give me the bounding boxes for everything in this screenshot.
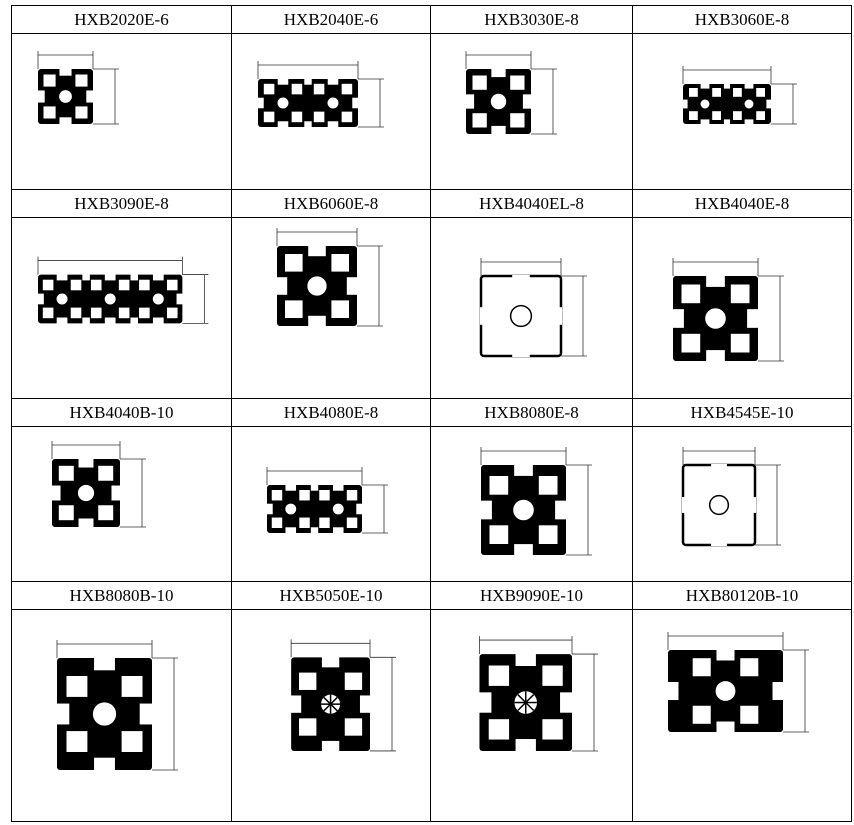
tslot	[516, 653, 536, 666]
hollow-chamber	[98, 505, 113, 520]
profile-drawing	[232, 610, 430, 821]
tslot	[347, 277, 358, 295]
tslot	[308, 316, 326, 327]
tslot	[745, 83, 754, 89]
tslot	[177, 294, 184, 305]
hollow-chamber	[292, 84, 303, 95]
profile-name: HXB8080B-10	[69, 585, 174, 605]
profile-section	[478, 653, 573, 752]
tslot	[724, 83, 730, 89]
tslot	[130, 274, 138, 281]
profile-name: HXB80120B-10	[685, 585, 799, 605]
hollow-chamber	[689, 88, 698, 97]
tslot	[304, 78, 311, 85]
profile-section	[51, 458, 121, 528]
profile-name: HXB9090E-10	[480, 585, 583, 605]
center-bore	[92, 702, 117, 727]
tslot	[711, 464, 727, 474]
profile-section	[266, 484, 363, 534]
hollow-chamber	[285, 254, 303, 272]
hollow-chamber	[539, 476, 558, 495]
section-drawing	[12, 34, 231, 189]
hollow-chamber	[285, 300, 303, 318]
profile-section	[682, 83, 772, 125]
tslot	[682, 100, 688, 109]
tslot	[746, 497, 756, 513]
tslot	[37, 90, 45, 102]
tslot	[560, 692, 573, 712]
hollow-chamber	[71, 280, 82, 291]
profile-section	[682, 464, 756, 546]
profile-name: HXB4040B-10	[69, 402, 174, 422]
section-drawing	[431, 610, 632, 821]
profile-name: HXB3090E-8	[74, 193, 169, 213]
tslot	[514, 464, 533, 476]
hollow-chamber	[44, 106, 56, 118]
section-drawing	[12, 610, 231, 821]
hollow-chamber	[682, 334, 701, 353]
hollow-chamber	[756, 88, 765, 97]
tslot	[285, 484, 296, 491]
profile-name: HXB8080E-8	[484, 402, 579, 422]
hollow-chamber	[75, 75, 87, 87]
tslot	[94, 657, 115, 670]
tslot	[360, 695, 371, 712]
center-bore	[715, 680, 736, 701]
center-bore	[56, 293, 69, 306]
tslot	[105, 318, 116, 325]
tslot	[79, 518, 94, 528]
tslot	[333, 484, 344, 491]
center-bore	[700, 99, 710, 109]
tslot	[153, 318, 164, 325]
section-drawing	[431, 34, 632, 189]
center-bore	[285, 503, 297, 515]
tslot	[257, 98, 264, 109]
hollow-chamber	[342, 112, 353, 123]
tslot	[724, 119, 730, 125]
hollow-chamber	[510, 76, 524, 90]
section-drawing	[232, 34, 430, 189]
hollow-chamber	[59, 466, 74, 481]
hollow-chamber	[91, 280, 102, 291]
tslot	[491, 68, 505, 77]
tslot	[322, 656, 339, 667]
profile-name: HXB4080E-8	[283, 402, 379, 422]
section-drawing	[431, 427, 632, 581]
profile-drawing	[633, 427, 851, 581]
hollow-chamber	[272, 518, 282, 528]
hollow-chamber	[347, 490, 357, 500]
tslot	[37, 294, 44, 305]
tslot	[352, 98, 359, 109]
tslot	[82, 274, 90, 281]
hollow-chamber	[299, 490, 309, 500]
profile-section	[56, 657, 153, 771]
hollow-chamber	[331, 300, 349, 318]
hollow-chamber	[167, 308, 178, 319]
hollow-chamber	[67, 676, 88, 697]
tslot	[512, 346, 530, 357]
tslot	[56, 704, 69, 725]
tslot	[672, 309, 684, 328]
hollow-chamber	[314, 84, 325, 95]
hollow-chamber	[43, 280, 54, 291]
center-bore	[704, 307, 726, 329]
profile-drawing	[12, 218, 231, 398]
profile-drawing	[633, 218, 851, 398]
profile-section	[257, 78, 359, 128]
tslot	[79, 458, 94, 468]
center-bore	[512, 499, 534, 521]
section-drawing	[633, 610, 851, 821]
hollow-chamber	[139, 280, 150, 291]
tslot	[105, 274, 116, 281]
hollow-chamber	[299, 718, 316, 735]
hollow-chamber	[731, 334, 750, 353]
profile-name: HXB2040E-6	[283, 9, 379, 29]
hollow-chamber	[489, 666, 509, 686]
tslot	[285, 527, 296, 534]
section-drawing	[232, 610, 430, 821]
hollow-chamber	[139, 308, 150, 319]
section-drawing	[633, 218, 851, 398]
profile-section	[667, 649, 784, 733]
hollow-chamber	[689, 111, 698, 120]
hollow-chamber	[299, 518, 309, 528]
profile-name: HXB3030E-8	[484, 9, 579, 29]
section-drawing	[431, 218, 632, 398]
profile-section	[465, 68, 532, 135]
tslot	[94, 758, 115, 771]
grid-line	[851, 5, 852, 822]
tslot	[266, 504, 273, 515]
hollow-chamber	[331, 254, 349, 272]
hollow-chamber	[292, 112, 303, 123]
center-bore	[710, 496, 729, 515]
profile-section	[480, 464, 567, 556]
profile-section	[37, 68, 94, 125]
section-drawing	[633, 34, 851, 189]
grid-line	[11, 821, 852, 822]
hollow-chamber	[740, 658, 758, 676]
hollow-chamber	[740, 706, 758, 724]
tslot	[745, 119, 754, 125]
hollow-chamber	[314, 112, 325, 123]
hollow-chamber	[122, 676, 143, 697]
profile-section	[672, 275, 759, 362]
hollow-chamber	[299, 673, 316, 690]
hollow-chamber	[542, 719, 562, 739]
profile-name: HXB4040E-8	[694, 193, 790, 213]
tslot	[51, 486, 61, 501]
profile-drawing	[431, 218, 632, 398]
tslot	[276, 277, 287, 295]
center-bore	[152, 293, 165, 306]
profile-section	[480, 275, 562, 357]
profile-drawing	[431, 427, 632, 581]
hollow-chamber	[473, 113, 487, 127]
profile-name: HXB6060E-8	[283, 193, 379, 213]
tslot	[322, 741, 339, 752]
center-bore	[511, 306, 532, 327]
hollow-chamber	[43, 308, 54, 319]
hollow-chamber	[75, 106, 87, 118]
profile-drawing	[12, 427, 231, 581]
tslot	[551, 307, 562, 325]
tslot	[308, 245, 326, 256]
tslot	[555, 501, 567, 520]
hollow-chamber	[119, 308, 130, 319]
tslot	[130, 318, 138, 325]
tslot	[667, 682, 678, 700]
profile-section	[290, 656, 371, 752]
hollow-chamber	[264, 84, 275, 95]
profile-name: HXB4040EL-8	[479, 193, 584, 213]
tslot	[514, 544, 533, 556]
profile-drawing	[232, 427, 430, 581]
hollow-chamber	[682, 285, 701, 304]
tslot	[278, 121, 289, 128]
profile-drawing	[232, 218, 430, 398]
tslot	[491, 126, 505, 135]
hollow-chamber	[119, 280, 130, 291]
tslot	[711, 536, 727, 546]
hollow-chamber	[733, 111, 742, 120]
hollow-chamber	[98, 466, 113, 481]
tslot	[716, 722, 734, 733]
center-bore	[104, 293, 117, 306]
center-bore	[744, 99, 754, 109]
hollow-chamber	[264, 112, 275, 123]
section-drawing	[232, 427, 430, 581]
hollow-chamber	[510, 113, 524, 127]
tslot	[516, 739, 536, 752]
tslot	[356, 504, 363, 515]
tslot	[278, 78, 289, 85]
tslot	[465, 94, 474, 108]
tslot	[682, 497, 692, 513]
tslot	[706, 275, 725, 287]
tslot	[480, 307, 491, 325]
tslot	[290, 695, 301, 712]
hollow-chamber	[733, 88, 742, 97]
section-drawing	[12, 218, 231, 398]
hollow-chamber	[712, 111, 721, 120]
tslot	[766, 100, 772, 109]
center-bore	[327, 97, 339, 109]
profile-name: HXB5050E-10	[279, 585, 383, 605]
center-bore	[58, 89, 72, 103]
hollow-chamber	[731, 285, 750, 304]
hollow-chamber	[473, 76, 487, 90]
center-bore	[490, 93, 507, 110]
tslot	[480, 501, 492, 520]
hollow-chamber	[59, 505, 74, 520]
hollow-chamber	[490, 476, 509, 495]
hollow-chamber	[345, 673, 362, 690]
tslot	[523, 94, 532, 108]
hollow-chamber	[712, 88, 721, 97]
tslot	[82, 318, 90, 325]
tslot	[773, 682, 784, 700]
tslot	[111, 486, 121, 501]
hollow-chamber	[319, 490, 329, 500]
profile-drawing	[431, 610, 632, 821]
section-drawing	[232, 218, 430, 398]
profile-name: HXB3060E-8	[694, 9, 790, 29]
hollow-chamber	[490, 525, 509, 544]
tslot	[328, 78, 339, 85]
hollow-chamber	[542, 666, 562, 686]
profile-section	[37, 274, 183, 325]
tslot	[304, 121, 311, 128]
center-bore	[332, 503, 344, 515]
center-bore	[77, 484, 95, 502]
tslot	[701, 119, 710, 125]
profile-section	[276, 245, 358, 327]
hollow-chamber	[71, 308, 82, 319]
hollow-chamber	[347, 518, 357, 528]
tslot	[59, 68, 71, 76]
hollow-chamber	[122, 731, 143, 752]
tslot	[747, 309, 759, 328]
profile-drawing	[431, 34, 632, 189]
hollow-chamber	[342, 84, 353, 95]
hollow-chamber	[91, 308, 102, 319]
hollow-chamber	[44, 75, 56, 87]
tslot	[701, 83, 710, 89]
tslot	[59, 117, 71, 125]
profile-name: HXB2020E-6	[74, 9, 169, 29]
tslot	[311, 484, 318, 491]
tslot	[478, 692, 491, 712]
profile-drawing	[232, 34, 430, 189]
hollow-chamber	[693, 658, 711, 676]
tslot	[140, 704, 153, 725]
center-bore	[307, 276, 328, 297]
hollow-chamber	[756, 111, 765, 120]
profile-name: HXB4545E-10	[690, 402, 794, 422]
hollow-chamber	[693, 706, 711, 724]
tslot	[716, 649, 734, 660]
profile-drawing	[633, 34, 851, 189]
tslot	[333, 527, 344, 534]
profile-drawing	[12, 610, 231, 821]
hollow-chamber	[167, 280, 178, 291]
hollow-chamber	[539, 525, 558, 544]
tslot	[153, 274, 164, 281]
tslot	[328, 121, 339, 128]
tslot	[512, 275, 530, 286]
hollow-chamber	[489, 719, 509, 739]
section-drawing	[12, 427, 231, 581]
tslot	[57, 318, 68, 325]
tslot	[311, 527, 318, 534]
hollow-chamber	[345, 718, 362, 735]
profile-drawing	[12, 34, 231, 189]
hollow-chamber	[67, 731, 88, 752]
hollow-chamber	[272, 490, 282, 500]
hollow-chamber	[319, 518, 329, 528]
tslot	[57, 274, 68, 281]
tslot	[706, 350, 725, 362]
center-bore	[277, 97, 289, 109]
profile-drawing	[633, 610, 851, 821]
section-drawing	[633, 427, 851, 581]
tslot	[86, 90, 94, 102]
